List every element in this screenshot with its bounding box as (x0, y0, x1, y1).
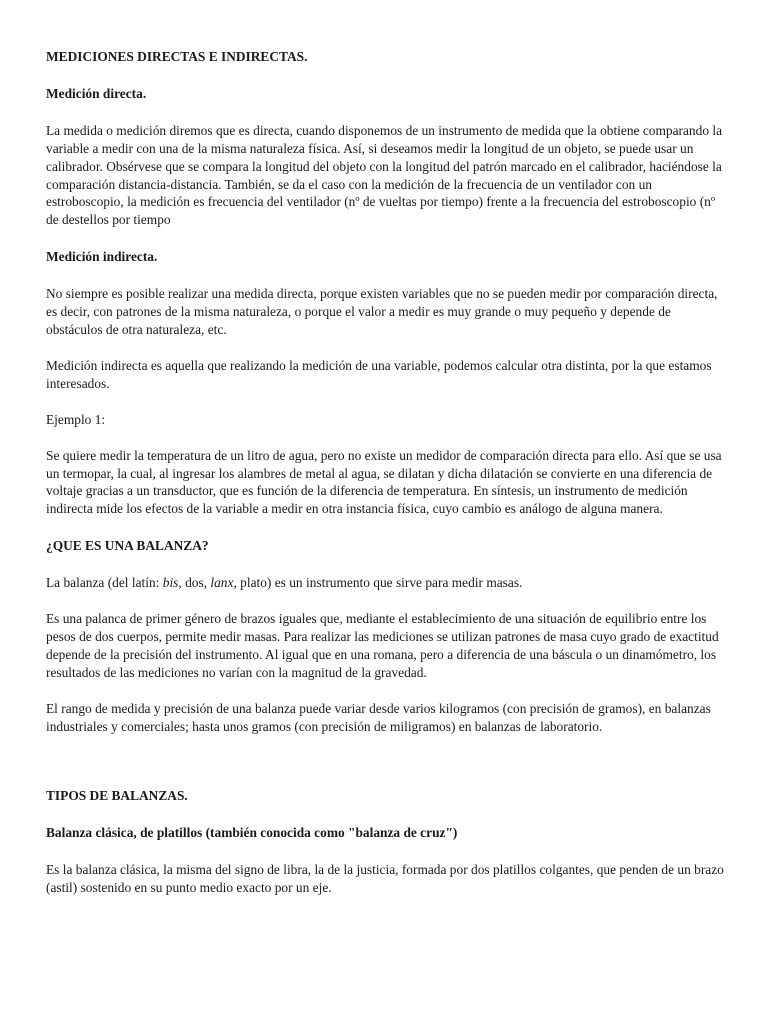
paragraph-medicion-indirecta-1: No siempre es posible realizar una medida directa, porque existen variables que no se pueden medir por comparación directa, es decir, con patrones de la misma naturaleza, o porque el valor a medir es muy grande o muy pequeño y depende de obstáculos de otra naturaleza, etc. (46, 286, 718, 337)
paragraph-medicion-indirecta-2: Medición indirecta es aquella que realizando la medición de una variable, podemos calcular otra distinta, por la que estamos interesados. (46, 357, 712, 391)
paragraph-balanza-palanca: Es una palanca de primer género de brazos iguales que, mediante el establecimiento de una situación de equilibrio entre los pesos de dos cuerpos, permite medir masas. Para realizar las mediciones se utilizan patrones de masa cuyo grado de exactitud depende de la precisión del instrumento. Al igual que en una romana, pero a diferencia de una báscula o un dinamómetro, los resultados de las mediciones no varían con la magnitud de la gravedad. (46, 611, 719, 680)
def-latin-bis: bis (162, 575, 179, 591)
paragraph-balanza-definition (46, 574, 726, 592)
def-latin-lanx: lanx (210, 575, 234, 591)
paragraph-example: Se quiere medir la temperatura de un litro de agua, pero no existe un medidor de comparación directa para ello. Así que se usa un termopar, la cual, al ingresar los alambres de metal al agua, se dilatan y dicha dilatación se convierte en una diferencia de voltaje gracias a un transductor, que es función de la diferencia de temperatura. En síntesis, un instrumento de medición indirecta mide los efectos de la variable a medir en otra instancia física, cuyo cambio es análogo de alguna manera. (46, 447, 722, 517)
document-title: MEDICIONES DIRECTAS E INDIRECTAS. (46, 49, 308, 64)
heading-que-es-balanza: ¿QUE ES UNA BALANZA? (46, 538, 209, 554)
heading-balanza-clasica: Balanza clásica, de platillos (también conocida como "balanza de cruz") (46, 825, 458, 841)
paragraph-balanza-clasica: Es la balanza clásica, la misma del signo de libra, la de la justicia, formada por dos platillos colgantes, que penden de un brazo (astil) sostenido en su punto medio exacto por un eje. (46, 862, 724, 896)
example-label: Ejemplo 1: (46, 411, 106, 427)
heading-medicion-indirecta: Medición indirecta. (46, 249, 158, 265)
heading-tipos-balanzas: TIPOS DE BALANZAS. (46, 788, 188, 804)
def-text-1: La balanza (del latín: (46, 575, 163, 591)
def-text-3: , plato) es un instrumento que sirve para medir masas. (233, 575, 523, 591)
paragraph-balanza-rango: El rango de medida y precisión de una balanza puede variar desde varios kilogramos (con precisión de gramos), en balanzas industriales y comerciales; hasta unos gramos (con precisión de miligramos) en balanzas de laboratorio. (46, 700, 711, 734)
def-text-2: , dos, (178, 575, 211, 591)
paragraph-medicion-directa: La medida o medición diremos que es directa, cuando disponemos de un instrumento de medida que la obtiene comparando la variable a medir con una de la misma naturaleza física. Así, si deseamos medir la longitud de un objeto, se puede usar un calibrador. Obsérvese que se compara la longitud del objeto con la longitud del patrón marcado en el calibrador, haciéndose la comparación distancia-distancia. También, se da el caso con la medición de la frecuencia de un ventilador con un estroboscopio, la medición es frecuencia del ventilador (nº de vueltas por tiempo) frente a la frecuencia del estroboscopio (nº de destellos por tiempo (46, 122, 723, 228)
document-page (46, 48, 726, 897)
heading-medicion-directa: Medición directa. (46, 85, 147, 101)
